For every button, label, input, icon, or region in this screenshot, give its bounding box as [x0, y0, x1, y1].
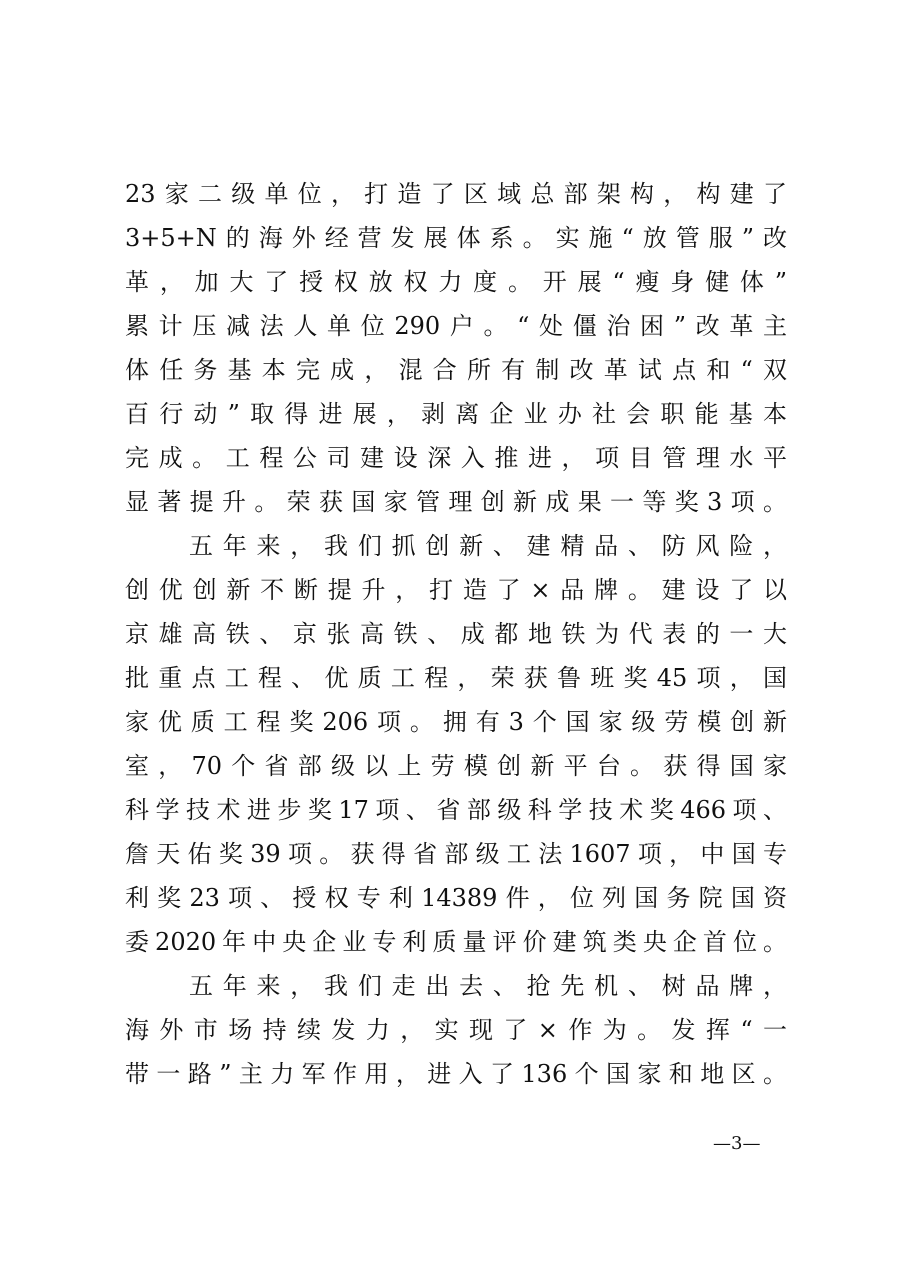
- text-line: 家优质工程奖206项。拥有3个国家级劳模创新: [125, 708, 787, 736]
- text-line: 显著提升。荣获国家管理创新成果一等奖3项。: [125, 488, 787, 516]
- text-line: 詹天佑奖39项。获得省部级工法1607项，中国专: [125, 840, 787, 868]
- page-number: —3—: [713, 1133, 761, 1154]
- text-line: 23家二级单位，打造了区域总部架构，构建了: [125, 180, 787, 208]
- text-line: 3+5+N的海外经营发展体系。实施“放管服”改: [125, 224, 787, 252]
- text-line: 海外市场持续发力，实现了×作为。发挥“一: [125, 1016, 787, 1044]
- body-text: [125, 172, 787, 1096]
- paragraph-start-line: 五年来，我们抓创新、建精品、防风险，: [189, 532, 787, 560]
- text-line: 室，70个省部级以上劳模创新平台。获得国家: [125, 752, 787, 780]
- text-line: 累计压减法人单位290户。“处僵治困”改革主: [125, 312, 787, 340]
- text-line: 批重点工程、优质工程，荣获鲁班奖45项，国: [125, 664, 787, 692]
- text-line: 京雄高铁、京张高铁、成都地铁为代表的一大: [125, 620, 787, 648]
- text-line: 委2020年中央企业专利质量评价建筑类央企首位。: [125, 928, 787, 956]
- text-line: 完成。工程公司建设深入推进，项目管理水平: [125, 444, 787, 472]
- text-line: 创优创新不断提升，打造了×品牌。建设了以: [125, 576, 787, 604]
- text-line: 利奖23项、授权专利14389件，位列国务院国资: [125, 884, 787, 912]
- paragraph-start-line: 五年来，我们走出去、抢先机、树品牌，: [189, 972, 787, 1000]
- text-line: 百行动”取得进展，剥离企业办社会职能基本: [125, 400, 787, 428]
- text-line: 带一路”主力军作用，进入了136个国家和地区。: [125, 1060, 787, 1088]
- text-line: 革，加大了授权放权力度。开展“瘦身健体”: [125, 268, 787, 296]
- text-line: 体任务基本完成，混合所有制改革试点和“双: [125, 356, 787, 384]
- text-line: 科学技术进步奖17项、省部级科学技术奖466项、: [125, 796, 787, 824]
